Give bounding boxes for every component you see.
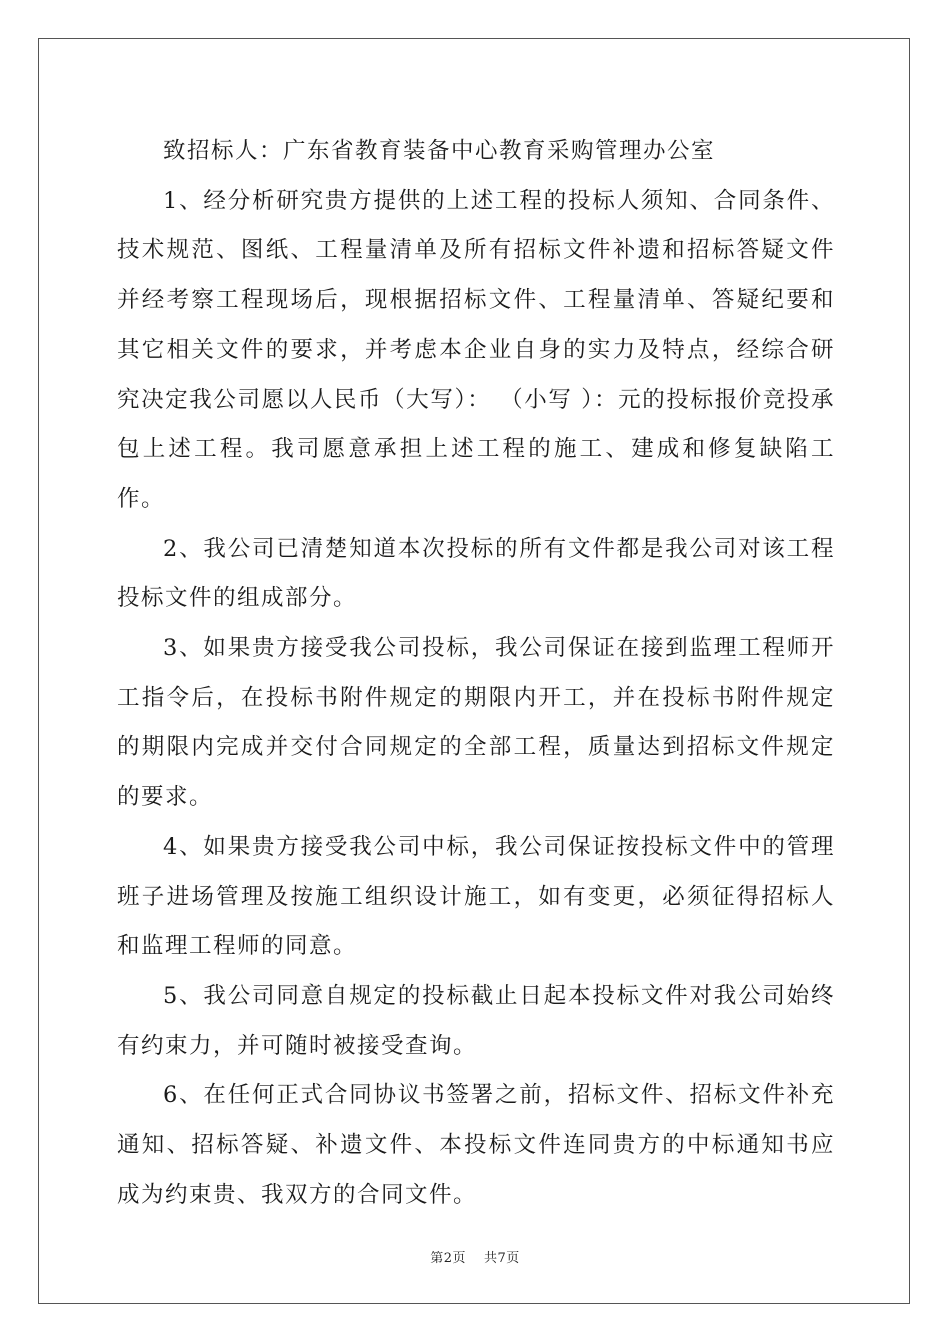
clause-2: 2、我公司已清楚知道本次投标的所有文件都是我公司对该工程投标文件的组成部分。 xyxy=(117,535,835,612)
page-total: 共7页 xyxy=(484,1251,520,1266)
page-number: 第2页 xyxy=(430,1251,466,1266)
clause-6: 6、在任何正式合同协议书签署之前，招标文件、招标文件补充通知、招标答疑、补遗文件、本投标文件连同贵方的中标通知书应成为约束贵、我双方的合同文件。 xyxy=(117,1082,835,1208)
clause-3: 3、如果贵方接受我公司投标，我公司保证在接到监理工程师开工指令后，在投标书附件规定的期限内开工，并在投标书附件规定的期限内完成并交付合同规定的全部工程，质量达到招标文件规定的要求。 xyxy=(117,635,835,811)
clause-4: 4、如果贵方接受我公司中标，我公司保证按投标文件中的管理班子进场管理及按施工组织设计施工，如有变更，必须征得招标人和监理工程师的同意。 xyxy=(117,833,835,960)
document-body xyxy=(117,127,835,1220)
clause-1: 1、经分析研究贵方提供的上述工程的投标人须知、合同条件、技术规范、图纸、工程量清单及所有招标文件补遗和招标答疑文件并经考察工程现场后，现根据招标文件、工程量清单、答疑纪要和其它相关文件的要求，并考虑本企业自身的实力及特点，经综合研究决定我公司愿以人民币（大写）： （小写 ）：元的投标报价竞投承包上述工程。我司愿意承担上述工程的施工、建成和修复缺陷工作。 xyxy=(117,187,835,512)
clause-5: 5、我公司同意自规定的投标截止日起本投标文件对我公司始终有约束力，并可随时被接受查询。 xyxy=(117,982,835,1059)
addressee-line: 致招标人：广东省教育装备中心教育采购管理办公室 xyxy=(163,138,716,164)
page-footer xyxy=(0,1247,950,1266)
